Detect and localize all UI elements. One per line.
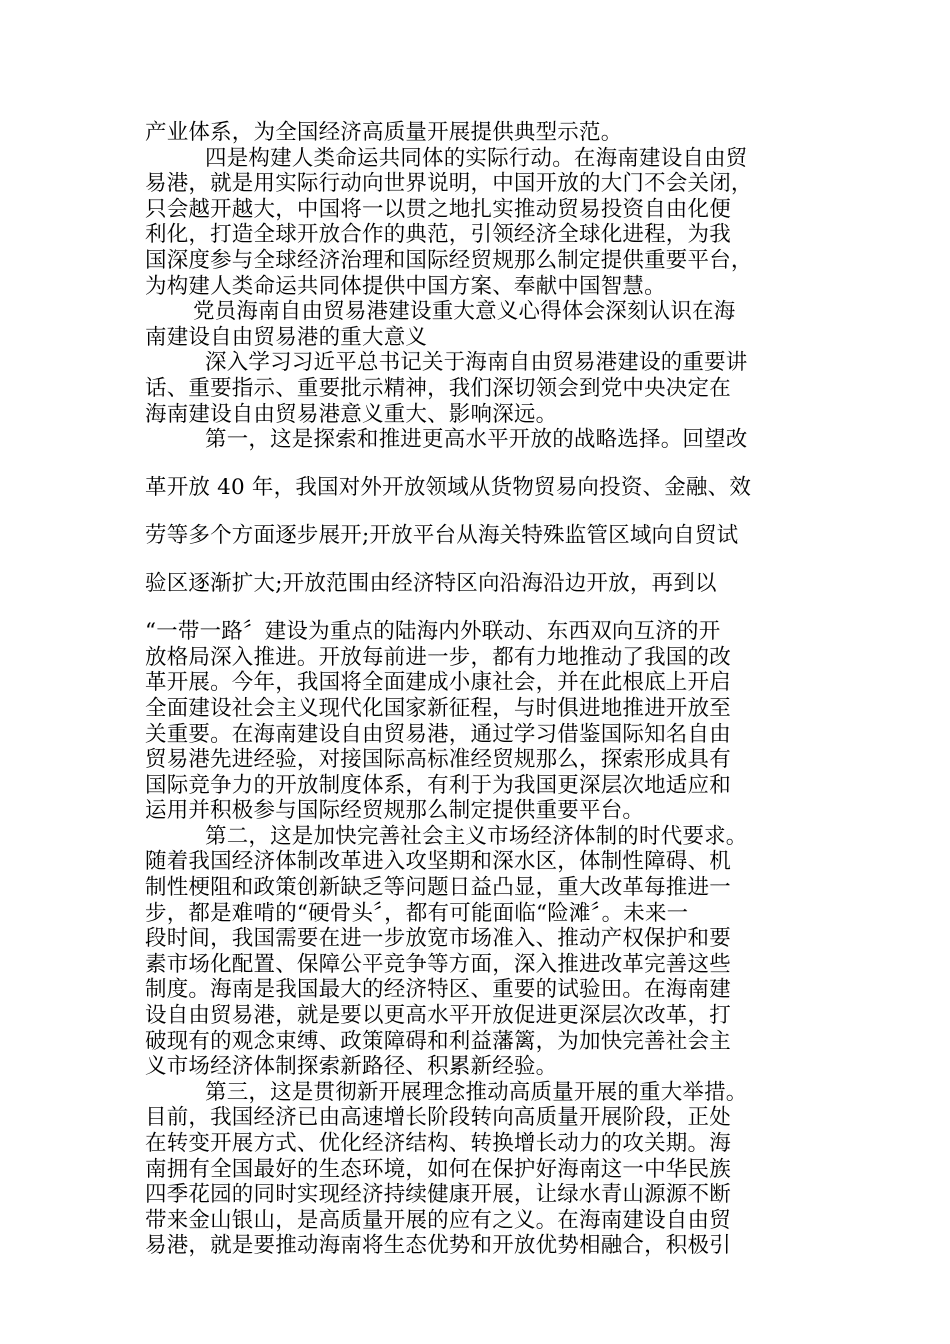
text-line: 易港，就是要推动海南将生态优势和开放优势相融合，积极引: [145, 1233, 731, 1259]
text-line: 南拥有全国最好的生态环境，如何在保护好海南这一中华民族: [145, 1156, 731, 1182]
text-line: 目前，我国经济已由高速增长阶段转向高质量开展阶段，正处: [145, 1105, 731, 1131]
paragraph-5-wide-spaced: [145, 427, 815, 619]
paragraph-3: [145, 299, 815, 350]
text-line: 制度。海南是我国最大的经济特区、重要的试验田。在海南建: [145, 977, 731, 1003]
text-line: 深入学习习近平总书记关于海南自由贸易港建设的重要讲: [205, 350, 748, 376]
text-line: 党员海南自由贸易港建设重大意义心得体会深刻认识在海: [193, 299, 736, 325]
text-line: 第一，这是探索和推进更高水平开放的战略选择。回望改: [205, 427, 748, 453]
text-line: 破现有的观念束缚、政策障碍和利益藩篱，为加快完善社会主: [145, 1028, 731, 1054]
text-line: 劳等多个方面逐步展开;开放平台从海关特殊监管区域向自贸试: [145, 523, 739, 549]
text-line: 设自由贸易港，就是要以更高水平开放促进更深层次改革，打: [145, 1003, 731, 1029]
text-line: 话、重要指示、重要批示精神，我们深切领会到党中央决定在: [145, 375, 731, 401]
text-line: 海南建设自由贸易港意义重大、影响深远。: [145, 401, 558, 427]
text-line: 利化，打造全球开放合作的典范，引领经济全球化进程，为我: [145, 222, 731, 248]
text-line: 为构建人类命运共同体提供中国方案、奉献中国智慧。: [145, 273, 666, 299]
text-line: “一带一路〞建设为重点的陆海内外联动、东西双向互济的开: [145, 619, 721, 645]
text-line: 革开放 40 年，我国对外开放领域从货物贸易向投资、金融、效: [145, 475, 752, 501]
paragraph-2: [145, 146, 815, 300]
text-line: 南建设自由贸易港的重大意义: [145, 324, 428, 350]
text-line: 运用并积极参与国际经贸规那么制定提供重要平台。: [145, 798, 645, 824]
text-line: 贸易港先进经验，对接国际高标准经贸规那么，探索形成具有: [145, 747, 731, 773]
text-line: 全面建设社会主义现代化国家新征程，与时俱进地推进开放至: [145, 695, 731, 721]
paragraph-6: [145, 824, 815, 1080]
text-line: 第二，这是加快完善社会主义市场经济体制的时代要求。: [205, 823, 748, 849]
text-line: 四是构建人类命运共同体的实际行动。在海南建设自由贸: [205, 145, 748, 171]
text-line: 素市场化配置、保障公平竞争等方面，深入推进改革完善这些: [145, 951, 731, 977]
text-line: 国深度参与全球经济治理和国际经贸规那么制定提供重要平台，: [145, 247, 753, 273]
paragraph-1: [145, 120, 815, 146]
document-page: [145, 120, 815, 1259]
text-line: 在转变开展方式、优化经济结构、转换增长动力的攻关期。海: [145, 1131, 731, 1156]
text-line: 第三，这是贯彻新开展理念推动高质量开展的重大举措。: [205, 1079, 748, 1105]
text-line: 步，都是难啃的“硬骨头〞，都有可能面临“险滩〞。未来一: [145, 900, 689, 926]
text-line: 国际竞争力的开放制度体系，有利于为我国更深层次地适应和: [145, 772, 731, 798]
text-line: 产业体系，为全国经济高质量开展提供典型示范。: [145, 120, 623, 145]
text-line: 放格局深入推进。开放每前进一步，都有力地推动了我国的改: [145, 644, 731, 670]
text-line: 易港，就是用实际行动向世界说明，中国开放的大门不会关闭，: [145, 171, 753, 197]
text-line: 随着我国经济体制改革进入攻坚期和深水区，体制性障碍、机: [145, 849, 731, 875]
paragraph-7: [145, 1080, 815, 1259]
text-line: 验区逐渐扩大;开放范围由经济特区向沿海沿边开放，再到以: [145, 571, 717, 597]
paragraph-4: [145, 350, 815, 427]
text-line: 义市场经济体制探索新路径、积累新经验。: [145, 1054, 558, 1080]
text-line: 革开展。今年，我国将全面建成小康社会，并在此根底上开启: [145, 670, 731, 696]
text-line: 段时间，我国需要在进一步放宽市场准入、推动产权保护和要: [145, 926, 731, 952]
text-line: 四季花园的同时实现经济持续健康开展，让绿水青山源源不断: [145, 1182, 731, 1208]
text-line: 只会越开越大，中国将一以贯之地扎实推动贸易投资自由化便: [145, 196, 731, 222]
paragraph-5-continued: [145, 619, 815, 824]
text-line: 带来金山银山，是高质量开展的应有之义。在海南建设自由贸: [145, 1207, 731, 1233]
text-line: 制性梗阻和政策创新缺乏等问题日益凸显，重大改革每推进一: [145, 875, 731, 901]
text-line: 关重要。在海南建设自由贸易港，通过学习借鉴国际知名自由: [145, 721, 731, 747]
